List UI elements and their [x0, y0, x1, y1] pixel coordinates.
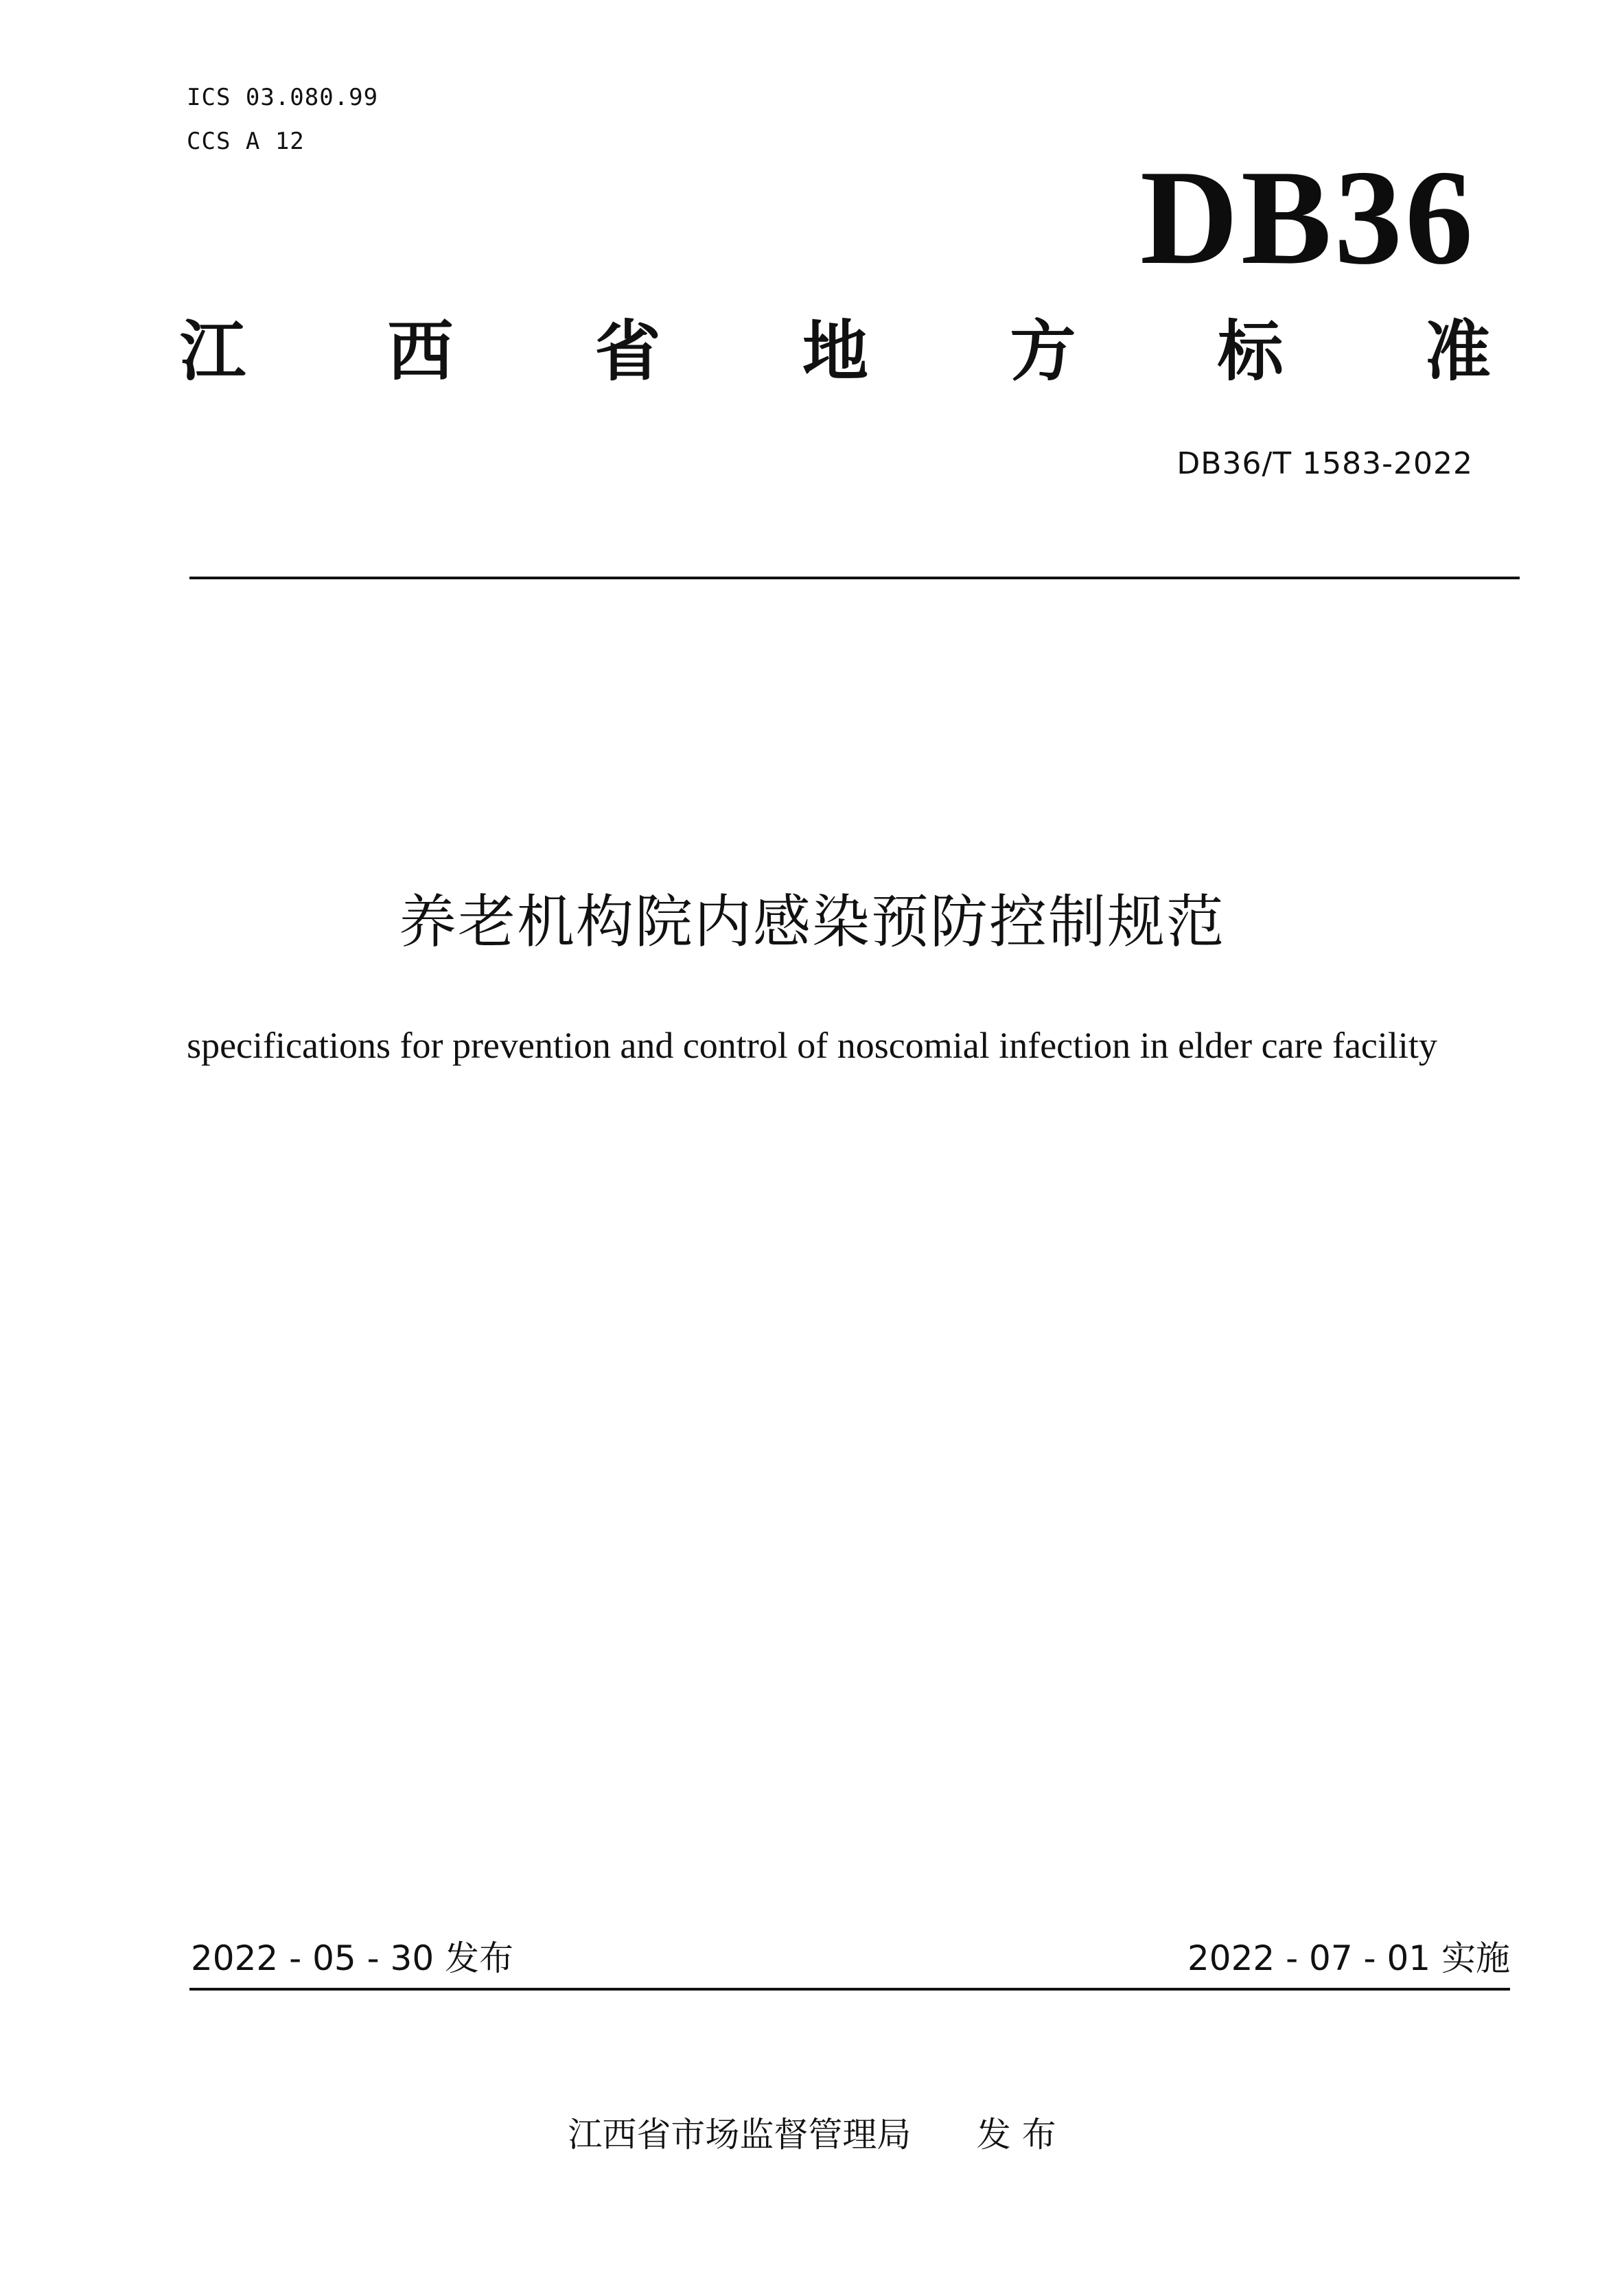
standard-type-char: 方 — [1010, 313, 1076, 390]
standard-type-char: 省 — [594, 313, 661, 390]
standard-type-char: 标 — [1217, 313, 1284, 390]
standard-type-char: 江 — [180, 313, 246, 390]
standard-type-char: 西 — [387, 313, 454, 390]
issuing-authority: 江西省市场监督管理局 发 布 — [568, 2115, 1056, 2155]
header-divider — [189, 577, 1520, 579]
db36-logo: DB36 — [1139, 142, 1476, 292]
ccs-code: CCS A 12 — [187, 128, 305, 155]
document-title: 养老机构院内感染预防控制规范 — [398, 888, 1225, 955]
footer-divider — [189, 1988, 1510, 1991]
document-english-title: specifications for prevention and control of noscomial infection in elder care facility — [187, 1025, 1437, 1066]
standard-type-title — [180, 310, 1491, 393]
publish-date: 2022 - 05 - 30 发布 — [191, 1938, 514, 1978]
ics-code: ICS 03.080.99 — [187, 84, 379, 111]
effective-date: 2022 - 07 - 01 实施 — [1187, 1938, 1510, 1978]
standard-type-char: 准 — [1424, 313, 1491, 390]
standard-type-char: 地 — [802, 313, 868, 390]
standard-number: DB36/T 1583-2022 — [1176, 446, 1473, 481]
